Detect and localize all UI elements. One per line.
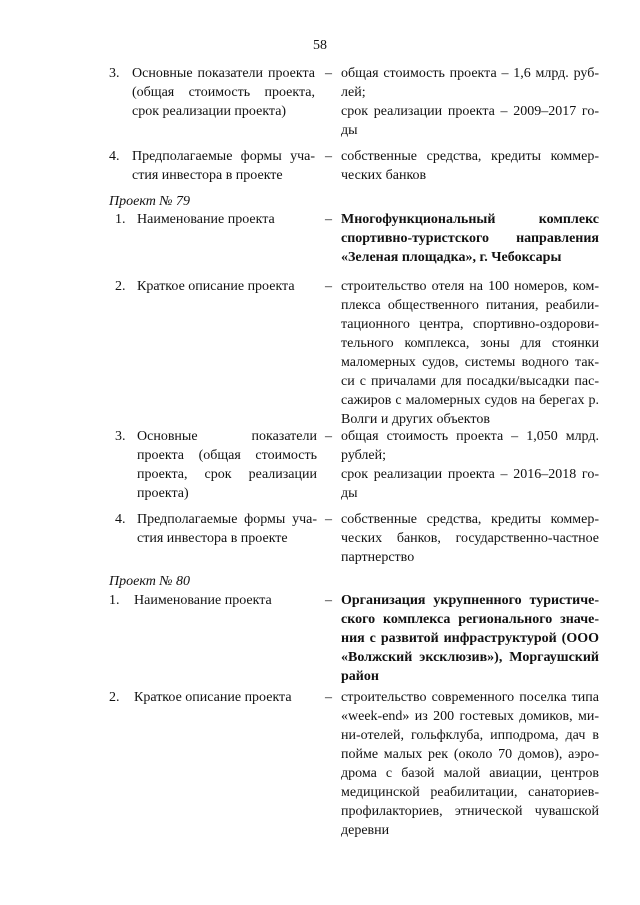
row-label: Краткое описание проекта	[134, 690, 292, 705]
row-dash: –	[325, 429, 332, 444]
row-value-line: общая стоимость проекта – 1,6 млрд. руб-лей;	[341, 66, 599, 100]
row-label: Предполагаемые формы уча-стия инвестора в проекте	[132, 149, 315, 183]
row-dash: –	[325, 690, 332, 705]
row-dash: –	[325, 212, 332, 227]
project-description: строительство отеля на 100 номеров, ком-плекса общественного питания, реабили-тационного центра, спортивно-оздорови-тельного комплекса, зоны для стоянки маломерных судов, системы водного так-си с причалами для посадки/высадки пас-сажиров с маломерных судов на берегах р. Волги и других объектов	[341, 279, 599, 427]
row-dash: –	[325, 66, 332, 81]
row-label: Основные показатели проекта (общая стоимость проекта, срок реализации проекта)	[132, 66, 315, 119]
project-79-heading: Проект № 79	[109, 194, 190, 209]
row-value-line: срок реализации проекта – 2016–2018 го-ды	[341, 467, 599, 501]
project-80-heading: Проект № 80	[109, 574, 190, 589]
row-dash: –	[325, 512, 332, 527]
project-name: Многофункциональный комплекс спортивно-туристского направления «Зеленая площадка», г. Чебоксары	[341, 212, 599, 265]
row-value	[341, 427, 599, 503]
row-label: Основные показатели проекта (общая стоимость проекта, срок реализации проекта)	[137, 429, 317, 501]
row-number: 4.	[115, 512, 126, 527]
row-dash: –	[325, 593, 332, 608]
row-number: 1.	[115, 212, 126, 227]
row-value	[341, 147, 599, 185]
row-label: Наименование проекта	[134, 593, 272, 608]
row-number: 4.	[109, 149, 120, 164]
row-label: Краткое описание проекта	[137, 279, 295, 294]
row-value	[341, 64, 599, 140]
row-value: собственные средства, кредиты коммер-ческих банков, государственно-частное партнерство	[341, 512, 599, 565]
row-value-line: общая стоимость проекта – 1,050 млрд. рублей;	[341, 429, 599, 463]
page-number: 58	[313, 38, 327, 53]
project-description: строительство современного поселка типа «week-end» из 200 гостевых домиков, ми-ни-отелей, гольфклуба, ипподрома, дач в пойме малых рек (около 70 домов), аэро-дрома с базой малой авиации, центров медицинской реабилитации, санаториев-профилакториев, этнической чувашской деревни	[341, 690, 599, 838]
row-dash: –	[325, 279, 332, 294]
row-label: Предполагаемые формы уча-стия инвестора в проекте	[137, 512, 317, 546]
row-value-line: собственные средства, кредиты коммер-ческих банков	[341, 149, 599, 183]
project-name: Организация укрупненного туристиче-ского комплекса регионального значе-ния с развитой инфраструктурой (ООО «Волжский эксклюзив»), Моргаушский район	[341, 593, 599, 684]
row-number: 3.	[109, 66, 120, 81]
row-dash: –	[325, 149, 332, 164]
row-value-line: срок реализации проекта – 2009–2017 го-ды	[341, 104, 599, 138]
row-number: 3.	[115, 429, 126, 444]
row-number: 2.	[115, 279, 126, 294]
row-label: Наименование проекта	[137, 212, 275, 227]
row-number: 2.	[109, 690, 120, 705]
row-number: 1.	[109, 593, 120, 608]
